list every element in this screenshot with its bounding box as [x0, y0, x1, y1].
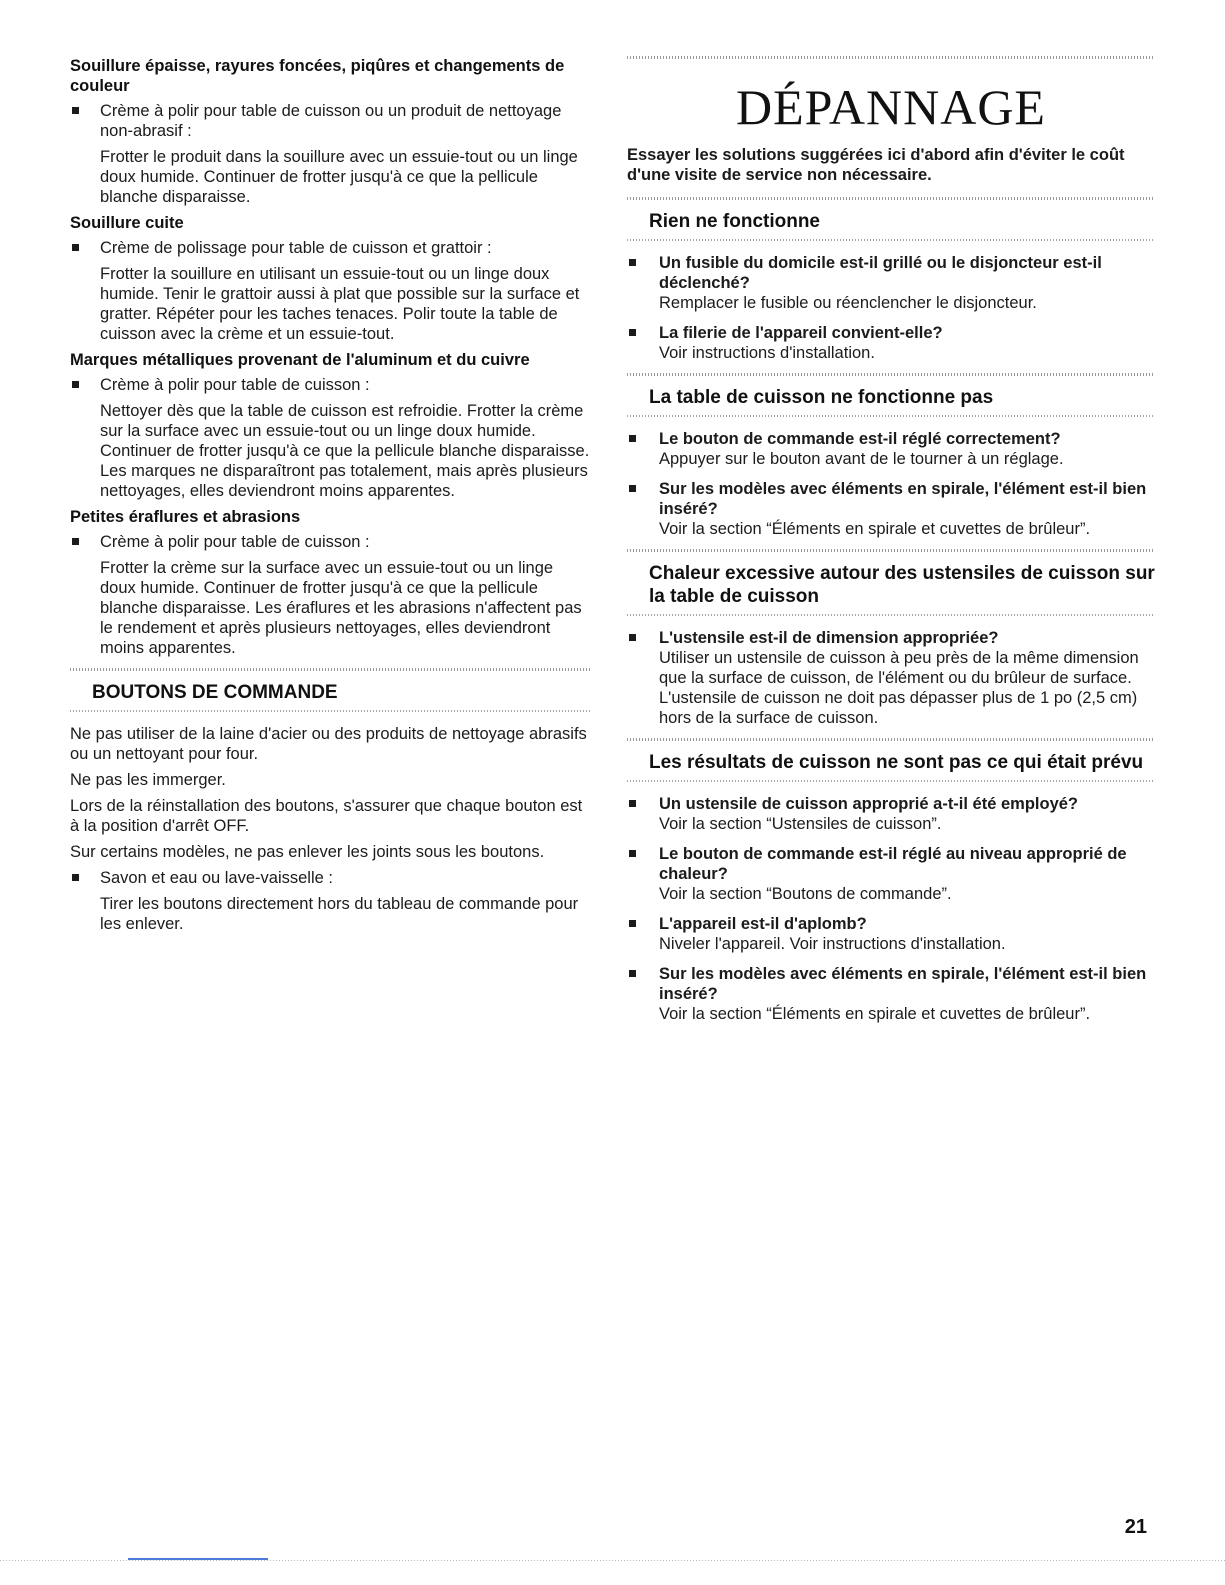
divider: [627, 614, 1155, 616]
paragraph: Nettoyer dès que la table de cuisson est refroidie. Frotter la crème sur la surface avec un essuie-tout ou un linge doux humide. Continuer de frotter jusqu'à ce que la pellicule blanche disparaisse. Les marques ne disparaîtront pas totalement, mais après plusieurs nettoyages, elles deviendront moins apparentes.: [100, 402, 590, 500]
bullet-item: [70, 868, 592, 888]
bullet-item: [70, 375, 592, 395]
bullet-square-icon: [629, 850, 636, 857]
left-column: [70, 56, 592, 940]
bullet-square-icon: [72, 381, 79, 388]
answer: Niveler l'appareil. Voir instructions d'installation.: [659, 935, 1006, 953]
bullet-text: Savon et eau ou lave-vaisselle :: [100, 869, 333, 887]
troubleshoot-section-title: Les résultats de cuisson ne sont pas ce qui était prévu: [649, 752, 1144, 773]
section-heading: Marques métalliques provenant de l'aluminum et du cuivre: [70, 351, 530, 369]
bullet-text: Crème à polir pour table de cuisson :: [100, 533, 370, 551]
answer: Voir la section “Boutons de commande”.: [659, 885, 952, 903]
paragraph: Tirer les boutons directement hors du tableau de commande pour les enlever.: [100, 895, 579, 933]
bullet-item: [70, 101, 592, 141]
answer: Voir la section “Ustensiles de cuisson”.: [659, 815, 942, 833]
section-heading: Souillure cuite: [70, 214, 184, 232]
page-title: DÉPANNAGE: [736, 79, 1046, 135]
troubleshoot-section-title: Rien ne fonctionne: [649, 211, 820, 232]
bullet-square-icon: [72, 874, 79, 881]
question: La filerie de l'appareil convient-elle?: [659, 324, 943, 342]
bullet-square-icon: [72, 107, 79, 114]
troubleshoot-item: [627, 844, 1155, 904]
answer: Voir la section “Éléments en spirale et cuvettes de brûleur”.: [659, 1005, 1091, 1023]
answer: Voir la section “Éléments en spirale et cuvettes de brûleur”.: [659, 520, 1091, 538]
question: Sur les modèles avec éléments en spirale, l'élément est-il bien inséré?: [659, 965, 1147, 1003]
right-column: [627, 56, 1155, 1034]
troubleshoot-item: [627, 479, 1155, 539]
divider: [627, 56, 1155, 59]
question: L'ustensile est-il de dimension appropriée?: [659, 629, 999, 647]
answer: Appuyer sur le bouton avant de le tourner à un réglage.: [659, 450, 1064, 468]
paragraph: Frotter la souillure en utilisant un essuie-tout ou un linge doux humide. Tenir le grattoir aussi à plat que possible sur la surface et gratter. Répéter pour les taches tenaces. Polir toute la table de cuisson avec la crème et un essuie-tout.: [100, 265, 580, 343]
troubleshoot-item: [627, 914, 1155, 954]
troubleshoot-item: [627, 794, 1155, 834]
bullet-square-icon: [72, 244, 79, 251]
bullet-square-icon: [72, 538, 79, 545]
divider: [627, 239, 1155, 241]
paragraph: Lors de la réinstallation des boutons, s'assurer que chaque bouton est à la position d'arrêt OFF.: [70, 797, 583, 835]
footer-link-underline: [128, 1558, 268, 1560]
bullet-text: Crème de polissage pour table de cuisson et grattoir :: [100, 239, 492, 257]
troubleshoot-item: [627, 253, 1155, 313]
bullet-text: Crème à polir pour table de cuisson ou un produit de nettoyage non-abrasif :: [100, 102, 562, 140]
answer: Voir instructions d'installation.: [659, 344, 875, 362]
bullet-item: [70, 532, 592, 552]
troubleshoot-item: [627, 964, 1155, 1024]
page-number: 21: [1124, 1516, 1147, 1538]
question: Un ustensile de cuisson approprié a-t-il été employé?: [659, 795, 1079, 813]
question: Un fusible du domicile est-il grillé ou le disjoncteur est-il déclenché?: [659, 254, 1102, 292]
bullet-square-icon: [629, 634, 636, 641]
intro-text: Essayer les solutions suggérées ici d'abord afin d'éviter le coût d'une visite de service non nécessaire.: [627, 146, 1125, 184]
question: Le bouton de commande est-il réglé correctement?: [659, 430, 1061, 448]
bullet-item: [70, 238, 592, 258]
answer: Utiliser un ustensile de cuisson à peu près de la même dimension que la surface de cuisson, de l'élément ou du brûleur de surface. L'ustensile de cuisson ne doit pas dépasser plus de 1 po (2,5 cm) hors de la surface de cuisson.: [659, 649, 1139, 727]
paragraph: Frotter le produit dans la souillure avec un essuie-tout ou un linge doux humide. Continuer de frotter jusqu'à ce que la pellicule blanche disparaisse.: [100, 148, 578, 206]
bullet-square-icon: [629, 485, 636, 492]
bullet-square-icon: [629, 970, 636, 977]
paragraph: Ne pas les immerger.: [70, 771, 226, 789]
troubleshoot-section-title: La table de cuisson ne fonctionne pas: [649, 387, 994, 408]
troubleshoot-section-title: Chaleur excessive autour des ustensiles de cuisson sur la table de cuisson: [649, 563, 1155, 607]
paragraph: Frotter la crème sur la surface avec un essuie-tout ou un linge doux humide. Continuer de frotter jusqu'à ce que la pellicule blanche disparaisse. Les éraflures et les abrasions n'affectent pas le rendement et après plusieurs nettoyages, elles deviendront moins apparentes.: [100, 559, 582, 657]
answer: Remplacer le fusible ou réenclencher le disjoncteur.: [659, 294, 1037, 312]
question: Le bouton de commande est-il réglé au niveau approprié de chaleur?: [659, 845, 1127, 883]
divider: [70, 710, 592, 712]
troubleshoot-item: [627, 323, 1155, 363]
footer-divider: [0, 1560, 1225, 1561]
controls-section-title: BOUTONS DE COMMANDE: [92, 682, 338, 703]
troubleshoot-item: [627, 429, 1155, 469]
bullet-square-icon: [629, 920, 636, 927]
paragraph: Sur certains modèles, ne pas enlever les joints sous les boutons.: [70, 843, 545, 861]
question: Sur les modèles avec éléments en spirale, l'élément est-il bien inséré?: [659, 480, 1147, 518]
troubleshoot-item: [627, 628, 1155, 728]
question: L'appareil est-il d'aplomb?: [659, 915, 867, 933]
paragraph: Ne pas utiliser de la laine d'acier ou des produits de nettoyage abrasifs ou un nettoyant pour four.: [70, 725, 587, 763]
divider: [627, 415, 1155, 417]
section-heading: Souillure épaisse, rayures foncées, piqûres et changements de couleur: [70, 57, 565, 95]
section-heading: Petites éraflures et abrasions: [70, 508, 301, 526]
bullet-text: Crème à polir pour table de cuisson :: [100, 376, 370, 394]
bullet-square-icon: [629, 259, 636, 266]
bullet-square-icon: [629, 329, 636, 336]
divider: [627, 780, 1155, 782]
bullet-square-icon: [629, 800, 636, 807]
bullet-square-icon: [629, 435, 636, 442]
